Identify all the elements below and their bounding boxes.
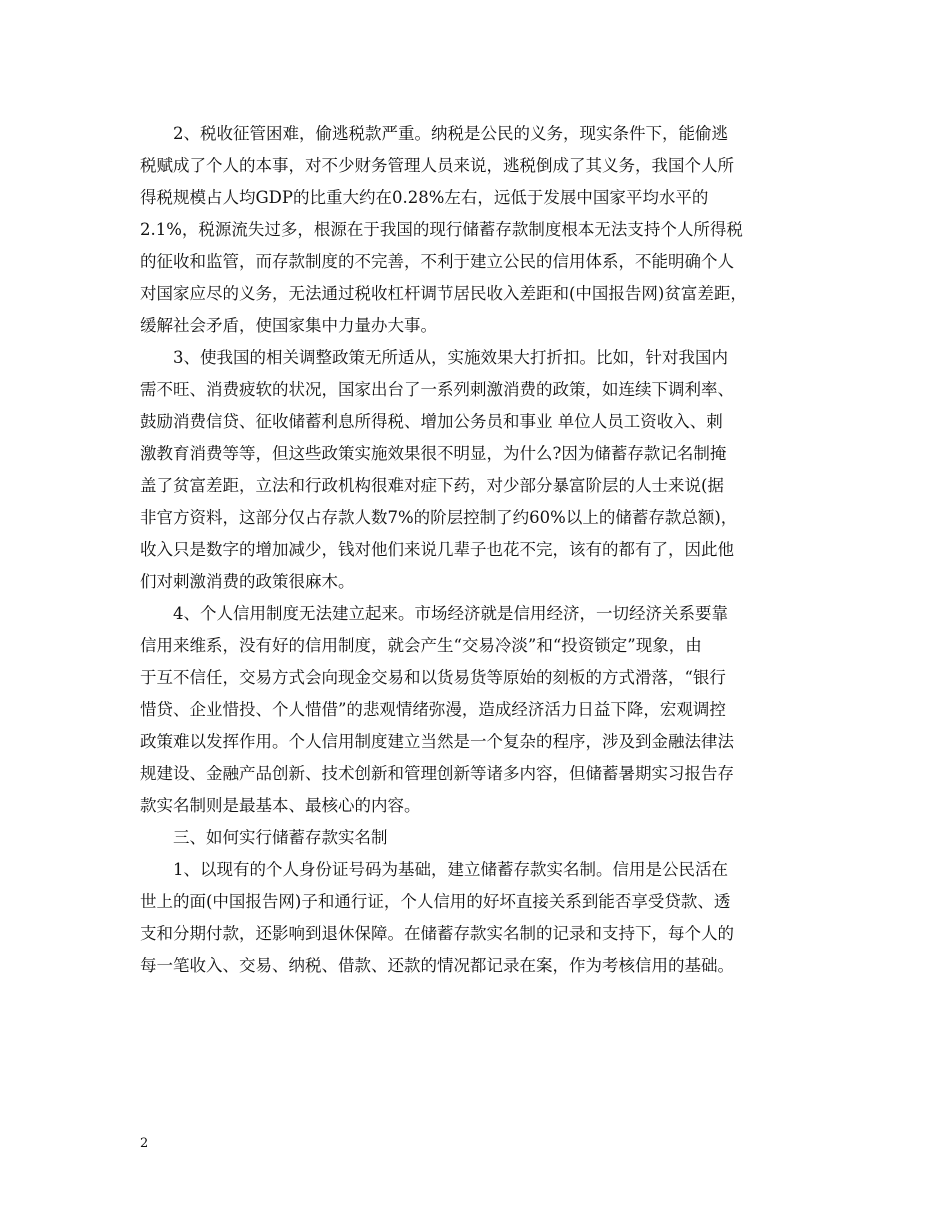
text-line: 的征收和监管，而存款制度的不完善，不利于建立公民的信用体系，不能明确个人 (140, 252, 734, 271)
text-line: 非官方资料，这部分仅占存款人数7%的阶层控制了约60%以上的储蓄存款总额)， (140, 508, 738, 527)
page-number: 2 (140, 1136, 149, 1151)
text-line: 们对刺激消费的政策很麻木。 (140, 572, 355, 591)
text-line: 鼓励消费信贷、征收储蓄利息所得税、增加公务员和事业 单位人员工资收入、刺 (140, 412, 723, 431)
text-line: 激教育消费等等，但这些政策实施效果很不明显，为什么?因为储蓄存款记名制掩 (140, 444, 727, 463)
text-line: 得税规模占人均GDP的比重大约在0.28%左右，远低于发展中国家平均水平的 (140, 188, 709, 207)
text-line: 缓解社会矛盾，使国家集中力量办大事。 (140, 316, 437, 335)
text-line: 对国家应尽的义务，无法通过税收杠杆调节居民收入差距和(中国报告网)贫富差距， (140, 284, 747, 303)
text-line: 2.1%，税源流失过多，根源在于我国的现行储蓄存款制度根本无法支持个人所得税 (140, 220, 743, 239)
text-line: 2、税收征管困难，偷逃税款严重。纳税是公民的义务，现实条件下，能偷逃 (173, 124, 728, 143)
document-body (140, 118, 820, 982)
text-line: 支和分期付款，还影响到退休保障。在储蓄存款实名制的记录和支持下，每个人的 (140, 924, 734, 943)
text-line: 需不旺、消费疲软的状况，国家出台了一系列刺激消费的政策，如连续下调利率、 (140, 380, 734, 399)
text-line: 3、使我国的相关调整政策无所适从，实施效果大打折扣。比如，针对我国内 (173, 348, 728, 367)
text-line: 款实名制则是最基本、最核心的内容。 (140, 796, 421, 815)
text-line: 4、个人信用制度无法建立起来。市场经济就是信用经济，一切经济关系要靠 (173, 604, 728, 623)
text-line: 政策难以发挥作用。个人信用制度建立当然是一个复杂的程序，涉及到金融法律法 (140, 732, 734, 751)
text-line: 世上的面(中国报告网)子和通行证，个人信用的好坏直接关系到能否享受贷款、透 (140, 892, 731, 911)
text-line: 惜贷、企业惜投、个人惜借”的悲观情绪弥漫，造成经济活力日益下降，宏观调控 (140, 700, 726, 719)
text-line: 盖了贫富差距，立法和行政机构很难对症下药，对少部分暴富阶层的人士来说(据 (140, 476, 724, 495)
text-line: 每一笔收入、交易、纳税、借款、还款的情况都记录在案，作为考核信用的基础。 (140, 956, 734, 975)
section-heading: 三、如何实行储蓄存款实名制 (173, 828, 388, 847)
text-line: 规建设、金融产品创新、技术创新和管理创新等诸多内容，但储蓄暑期实习报告存 (140, 764, 734, 783)
text-line: 于互不信任，交易方式会向现金交易和以货易货等原始的刻板的方式滑落，“银行 (140, 668, 726, 687)
text-line: 税赋成了个人的本事，对不少财务管理人员来说，逃税倒成了其义务，我国个人所 (140, 156, 734, 175)
text-line: 1、以现有的个人身份证号码为基础，建立储蓄存款实名制。信用是公民活在 (173, 860, 728, 879)
text-line: 收入只是数字的增加减少，钱对他们来说几辈子也花不完，该有的都有了，因此他 (140, 540, 734, 559)
text-line: 信用来维系，没有好的信用制度，就会产生“交易冷淡”和“投资锁定”现象，由 (140, 636, 702, 655)
